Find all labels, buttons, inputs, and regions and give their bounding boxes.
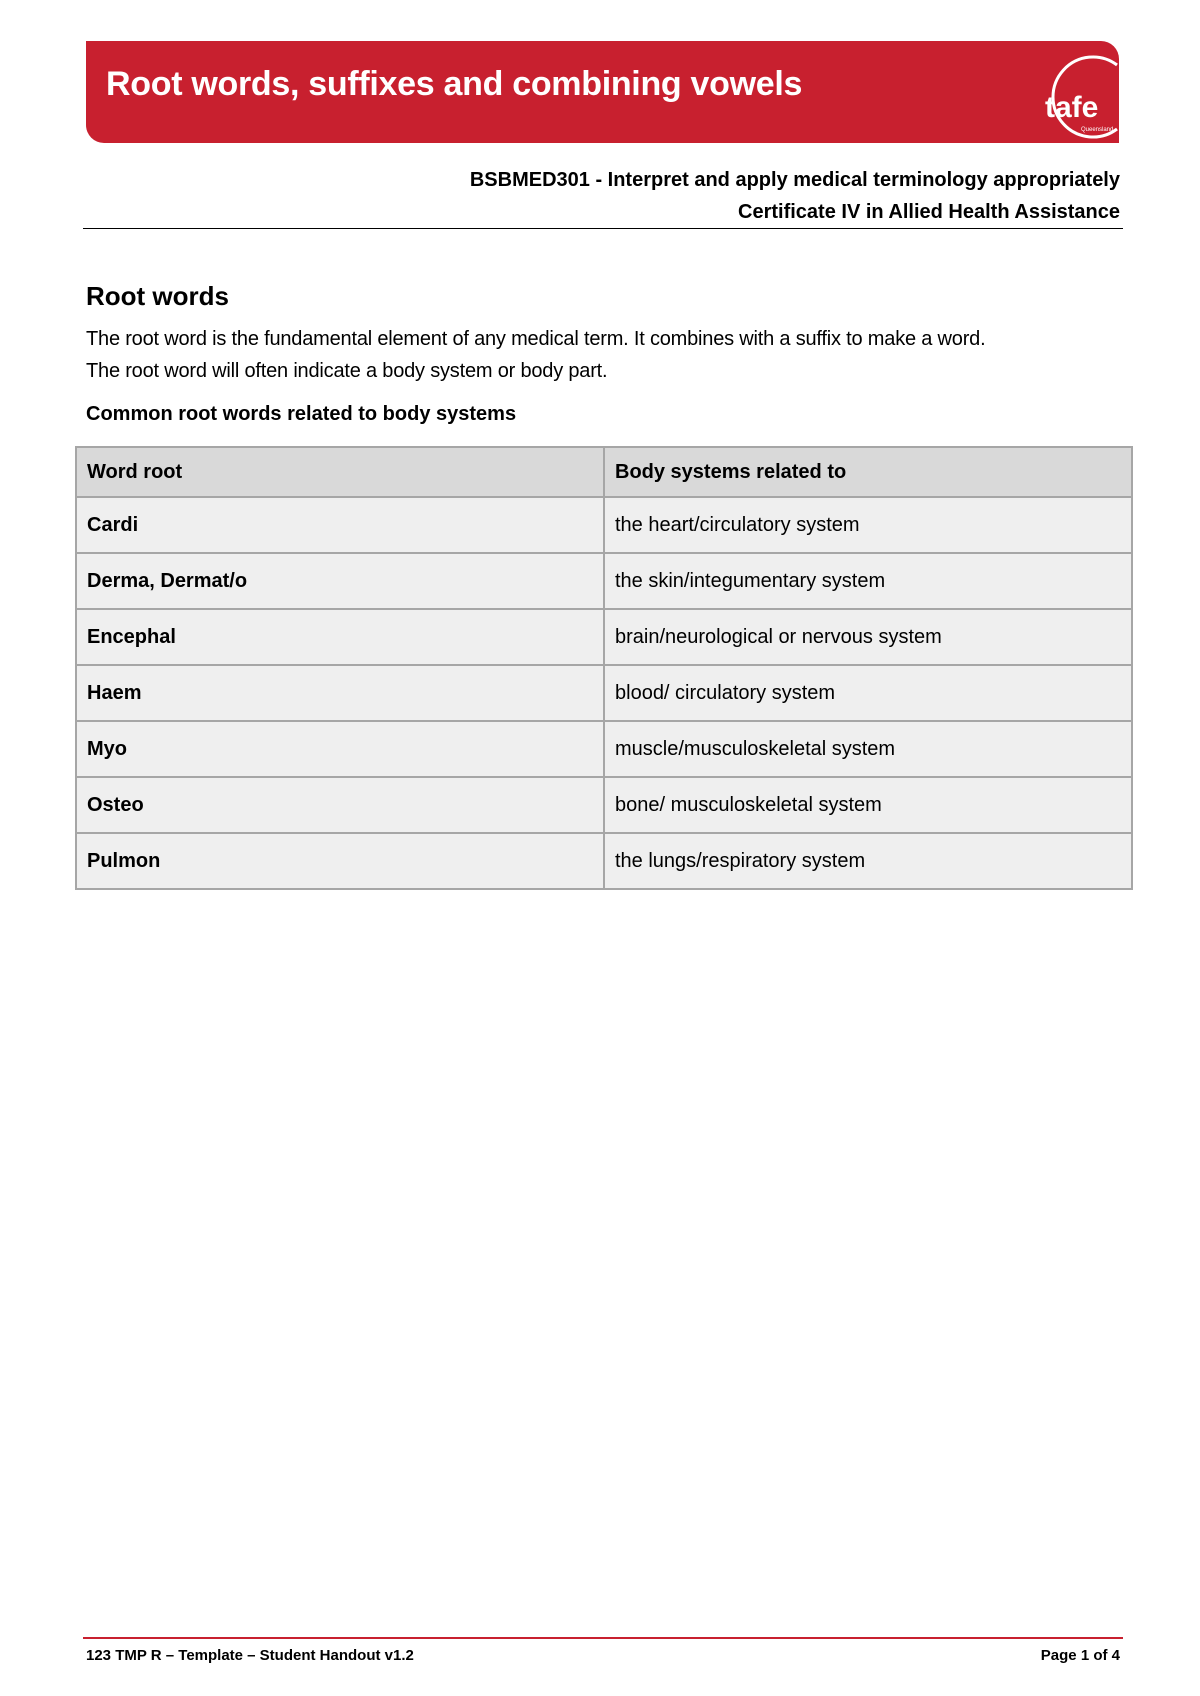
table-row	[76, 497, 1132, 553]
table-header-row	[76, 447, 1132, 497]
body-system-cell: blood/ circulatory system	[604, 665, 1132, 721]
body-system-cell: muscle/musculoskeletal system	[604, 721, 1132, 777]
svg-text:Queensland: Queensland	[1081, 127, 1114, 133]
intro-line-2: The root word will often indicate a body system or body part.	[86, 360, 608, 382]
unit-code-title: BSBMED301 - Interpret and apply medical terminology appropriately	[469, 169, 1120, 191]
body-system-cell: bone/ musculoskeletal system	[604, 777, 1132, 833]
intro-line-1: The root word is the fundamental element of any medical term. It combines with a suffix to make a word.	[86, 328, 986, 350]
header-word-root: Word root	[76, 447, 604, 497]
header-body-systems: Body systems related to	[604, 447, 1132, 497]
body-system-cell: the skin/integumentary system	[604, 553, 1132, 609]
section-heading: Root words	[86, 281, 229, 311]
tafe-queensland-logo	[1019, 51, 1119, 141]
header-divider	[83, 228, 1123, 229]
table-row	[76, 833, 1132, 889]
intro-paragraph	[86, 323, 1126, 387]
table-caption: Common root words related to body systems	[86, 403, 517, 425]
table-row	[76, 721, 1132, 777]
page-number: Page 1 of 4	[1040, 1647, 1120, 1664]
word-root-cell: Derma, Dermat/o	[76, 553, 604, 609]
word-root-cell: Cardi	[76, 497, 604, 553]
table-row	[76, 777, 1132, 833]
document-meta	[470, 164, 1120, 228]
word-root-cell: Haem	[76, 665, 604, 721]
footer-template-id: 123 TMP R – Template – Student Handout v1.2	[86, 1647, 414, 1664]
root-words-table	[75, 446, 1133, 890]
table-row	[76, 553, 1132, 609]
body-system-cell: the heart/circulatory system	[604, 497, 1132, 553]
body-system-cell: brain/neurological or nervous system	[604, 609, 1132, 665]
footer-divider	[83, 1637, 1123, 1639]
svg-text:tafe: tafe	[1045, 91, 1099, 124]
qualification-title: Certificate IV in Allied Health Assistance	[738, 201, 1120, 223]
document-title: Root words, suffixes and combining vowels	[106, 65, 803, 103]
word-root-cell: Osteo	[76, 777, 604, 833]
table-row	[76, 665, 1132, 721]
word-root-cell: Myo	[76, 721, 604, 777]
word-root-cell: Pulmon	[76, 833, 604, 889]
table-row	[76, 609, 1132, 665]
word-root-cell: Encephal	[76, 609, 604, 665]
title-banner	[86, 41, 1119, 143]
body-system-cell: the lungs/respiratory system	[604, 833, 1132, 889]
